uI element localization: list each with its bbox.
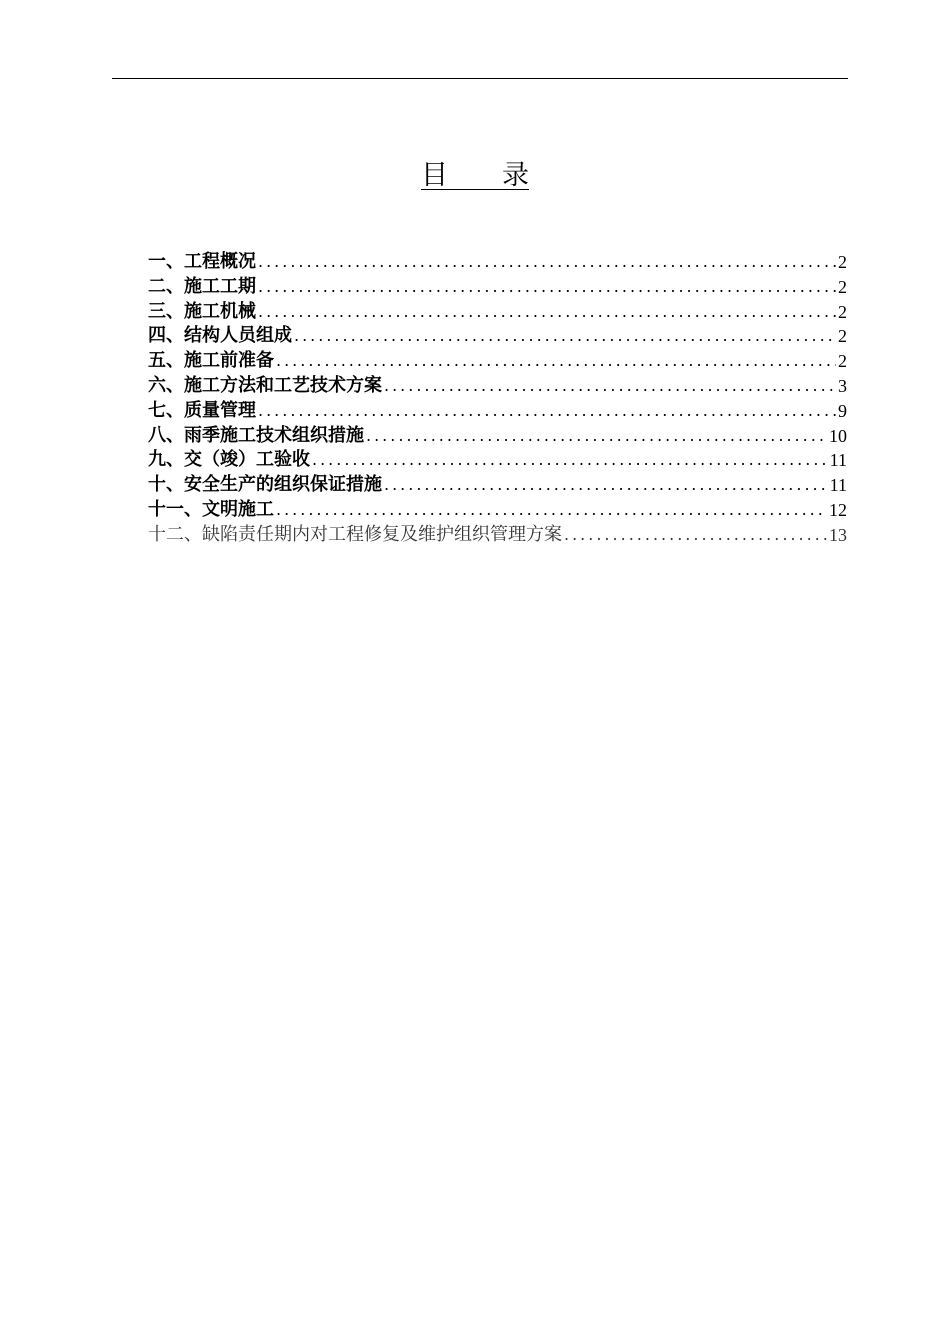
toc-dot-leader — [294, 324, 836, 349]
toc-entry-page-number: 11 — [829, 475, 847, 496]
toc-entry-page-number: 2 — [838, 252, 847, 272]
toc-entry-label: 七、质量管理 — [148, 399, 256, 421]
toc-entry[interactable] — [148, 275, 847, 300]
toc-entry-label: 五、施工前准备 — [148, 350, 274, 372]
toc-dot-leader — [384, 473, 828, 498]
toc-entry[interactable] — [148, 498, 847, 523]
toc-entry-label: 二、施工工期 — [148, 275, 256, 297]
toc-entry[interactable] — [148, 374, 847, 399]
header-rule — [112, 78, 848, 79]
toc-entry-page-number: 2 — [838, 326, 847, 347]
toc-dot-leader — [384, 374, 836, 399]
toc-entry-page-number: 11 — [829, 450, 847, 471]
toc-dot-leader — [564, 523, 827, 548]
toc-entry-label: 三、施工机械 — [148, 300, 256, 322]
toc-entry-label: 十一、文明施工 — [148, 498, 274, 520]
toc-entry-page-number: 2 — [838, 276, 847, 297]
toc-entry-label: 十二、缺陷责任期内对工程修复及维护组织管理方案 — [148, 523, 562, 545]
toc-entry-page-number: 13 — [829, 524, 847, 545]
toc-entry-page-number: 3 — [838, 375, 847, 396]
toc-dot-leader — [366, 424, 827, 449]
toc-entry-label: 九、交（竣）工验收 — [148, 449, 310, 471]
toc-dot-leader — [258, 399, 836, 424]
toc-entry[interactable] — [148, 324, 847, 349]
toc-title — [0, 156, 950, 196]
toc-entry-page-number: 12 — [829, 499, 847, 520]
toc-entry-page-number: 9 — [838, 400, 847, 421]
toc-dot-leader — [258, 250, 836, 275]
toc-dot-leader — [312, 448, 828, 473]
toc-entry[interactable] — [148, 399, 847, 424]
toc-entry-label: 六、施工方法和工艺技术方案 — [148, 374, 382, 396]
toc-dot-leader — [258, 275, 836, 300]
toc-entry-label: 四、结构人员组成 — [148, 325, 292, 347]
toc-entry-page-number: 2 — [838, 301, 847, 322]
toc-dot-leader — [276, 498, 827, 523]
toc-entry[interactable] — [148, 473, 847, 498]
toc-entry[interactable] — [148, 523, 847, 548]
toc-entry[interactable] — [148, 300, 847, 325]
toc-entry[interactable] — [148, 250, 847, 275]
toc-entry-page-number: 2 — [838, 351, 847, 372]
table-of-contents — [148, 250, 847, 548]
toc-entry-label: 八、雨季施工技术组织措施 — [148, 424, 364, 446]
toc-entry-label: 十、安全生产的组织保证措施 — [148, 474, 382, 496]
toc-entry[interactable] — [148, 349, 847, 374]
toc-dot-leader — [276, 349, 836, 374]
toc-entry[interactable] — [148, 424, 847, 449]
toc-entry-label: 一、工程概况 — [148, 251, 256, 272]
toc-dot-leader — [258, 300, 836, 325]
toc-entry[interactable] — [148, 448, 847, 473]
toc-title-text: 目 录 — [421, 160, 529, 191]
toc-entry-page-number: 10 — [829, 425, 847, 446]
